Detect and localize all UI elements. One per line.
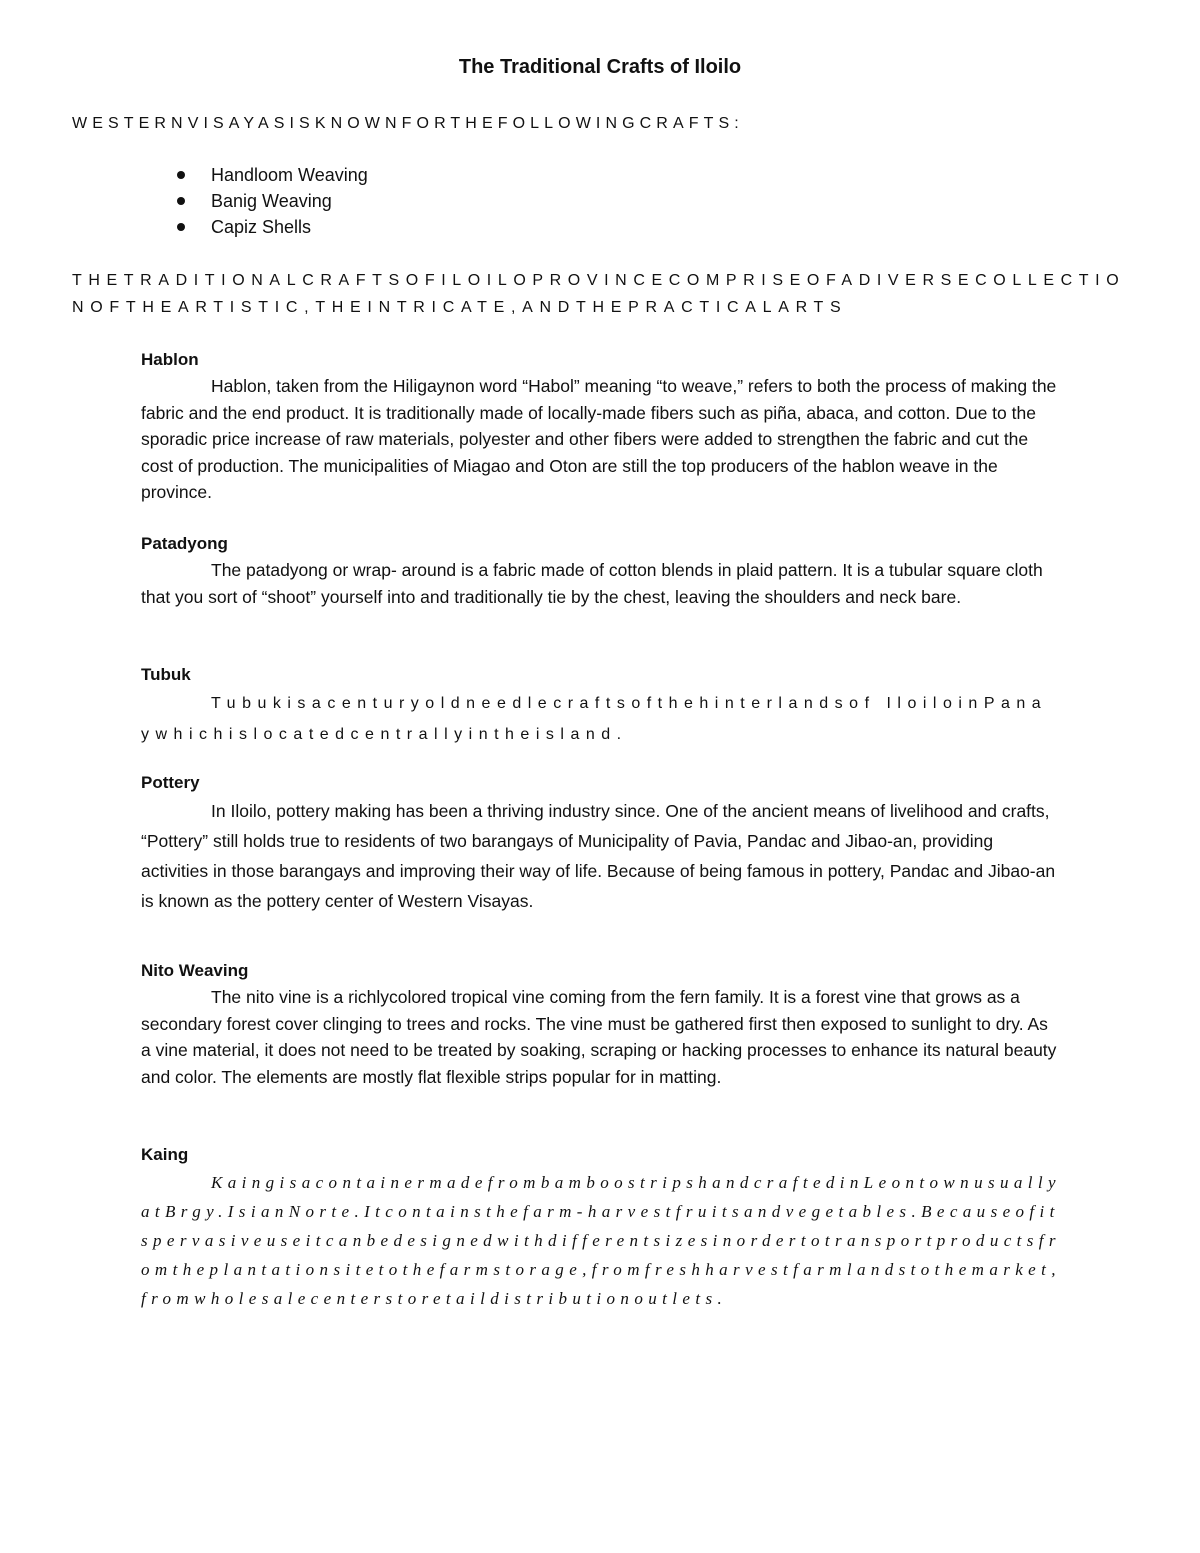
section-tubuk bbox=[141, 662, 1061, 750]
section-heading: Tubuk bbox=[141, 665, 191, 684]
section-nito-weaving bbox=[141, 958, 1061, 1090]
section-body: The patadyong or wrap- around is a fabric made of cotton blends in plaid pattern. It is a tubular square cloth that you sort of “shoot” yourself into and traditionally tie by the chest, leaving the shoulders and neck bare. bbox=[141, 560, 1043, 607]
section-pottery bbox=[141, 770, 1061, 916]
crafts-heading: WESTERNVISAYASISKNOWNFORTHEFOLLOWINGCRAFTS: bbox=[72, 115, 744, 132]
intro-line-2: NOFTHEARTISTIC,THEINTRICATE,ANDTHEPRACTICALARTS bbox=[72, 299, 848, 316]
list-item-label: Banig Weaving bbox=[211, 191, 332, 211]
list-item bbox=[174, 188, 368, 214]
section-heading: Hablon bbox=[141, 350, 199, 369]
list-item bbox=[174, 214, 368, 240]
section-hablon bbox=[141, 347, 1061, 506]
list-item bbox=[174, 162, 368, 188]
bullet-icon bbox=[177, 223, 185, 231]
section-heading: Kaing bbox=[141, 1145, 189, 1164]
section-heading: Pottery bbox=[141, 773, 200, 792]
section-body: In Iloilo, pottery making has been a thriving industry since. One of the ancient means of livelihood and crafts, “Pottery” still holds true to residents of two barangays of Municipality of Pavia, Pandac and Jibao-an, providing activities in those barangays and improving their way of life. Because of being famous in pottery, Pandac and Jibao-an is known as the pottery center of Western Visayas. bbox=[141, 801, 1056, 911]
section-patadyong bbox=[141, 531, 1061, 610]
intro-line-1: THETRADITIONALCRAFTSOFILOILOPROVINCECOMPRISEOFADIVERSECOLLECTIO bbox=[72, 272, 1126, 289]
list-item-label: Handloom Weaving bbox=[211, 165, 368, 185]
crafts-list bbox=[174, 162, 368, 240]
section-body: KaingisacontainermadefrombamboostripshandcraftedinLeontownusuallyatBrgy.IsianNorte.Itcontainsthefarm-harvestfruitsandvegetables.Becauseofitspervasiveuseitcanbedesignedwithdifferentsizesinordertotransportproductsfromtheplantationsitetothefarmstorage,fromfreshharvestfarmlandstothemarket,fromwholesalecenterstoretaildistributionoutlets. bbox=[141, 1173, 1061, 1308]
bullet-icon bbox=[177, 171, 185, 179]
section-heading: Patadyong bbox=[141, 534, 228, 553]
section-kaing bbox=[141, 1142, 1061, 1313]
section-body: Hablon, taken from the Hiligaynon word “Habol” meaning “to weave,” refers to both the process of making the fabric and the end product. It is traditionally made of locally-made fibers such as piña, abaca, and cotton. Due to the sporadic price increase of raw materials, polyester and other fibers were added to strengthen the fabric and cut the cost of production. The municipalities of Miagao and Oton are still the top producers of the hablon weave in the province. bbox=[141, 376, 1057, 502]
list-item-label: Capiz Shells bbox=[211, 217, 312, 237]
section-body: Tubukisacenturyoldneedlecraftsofthehinterlandsof IloiloinPanaywhichislocatedcentrallyintheisland. bbox=[141, 695, 1048, 743]
document-title: The Traditional Crafts of Iloilo bbox=[458, 56, 742, 78]
section-body: The nito vine is a richlycolored tropical vine coming from the fern family. It is a forest vine that grows as a secondary forest cover clinging to trees and rocks. The vine must be gathered first then exposed to sunlight to dry. As a vine material, it does not need to be treated by soaking, scraping or hacking processes to enhance its natural beauty and color. The elements are mostly flat flexible strips popular for in matting. bbox=[141, 987, 1057, 1087]
section-heading: Nito Weaving bbox=[141, 961, 249, 980]
bullet-icon bbox=[177, 197, 185, 205]
